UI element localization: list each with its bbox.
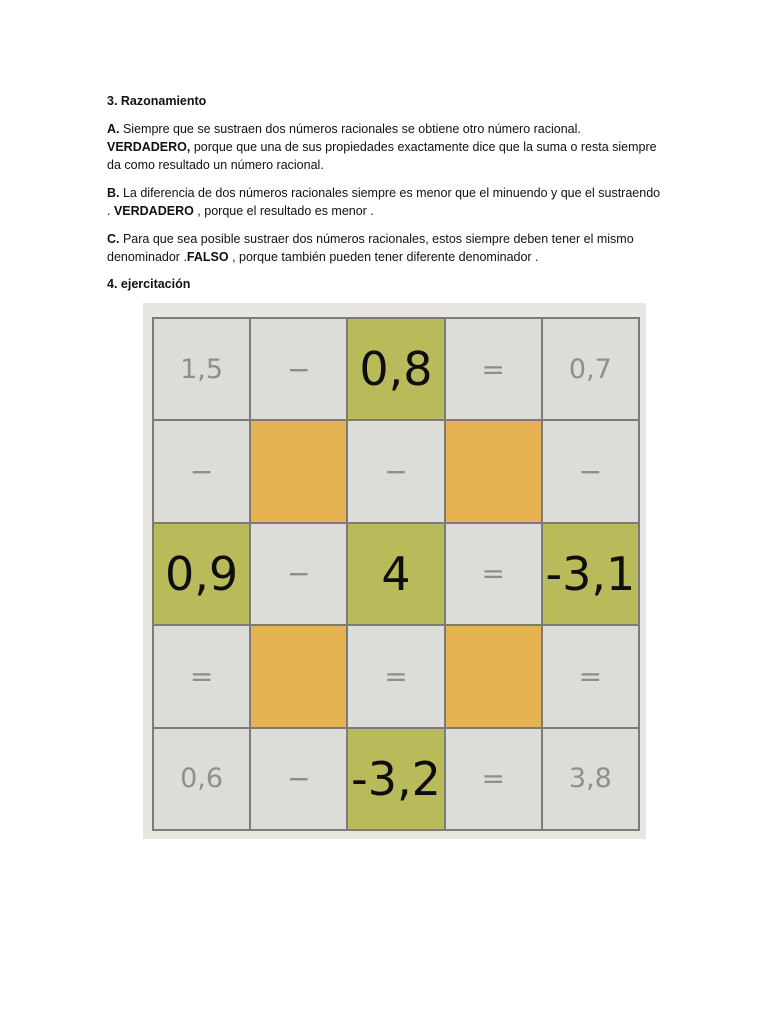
operator-cell: = [154, 626, 249, 726]
section-4-heading: 4. ejercitación [107, 277, 191, 291]
subtraction-puzzle-grid [152, 317, 640, 831]
statement-b-reason: , porque el resultado es menor . [193, 204, 374, 218]
blank-cell [446, 626, 541, 726]
blank-cell [251, 626, 346, 726]
operator-cell: = [446, 729, 541, 829]
document-page [107, 93, 667, 303]
blank-cell [446, 421, 541, 521]
statement-b-verdict: VERDADERO [113, 204, 194, 218]
subtraction-puzzle-photo [143, 303, 646, 839]
operator-cell: = [543, 626, 638, 726]
statement-b-text: La diferencia de dos números racionales siempre es menor que el minuendo y que el sustraendo . [107, 186, 661, 218]
statement-c [107, 230, 667, 266]
statement-b [107, 184, 667, 220]
blank-cell [251, 421, 346, 521]
given-number-cell: 0,6 [154, 729, 249, 829]
operator-cell: − [543, 421, 638, 521]
operator-cell: = [446, 319, 541, 419]
statement-a-reason: porque que una de sus propiedades exactamente dice que la suma o resta siempre da como resultado un número racional. [107, 140, 657, 172]
statement-c-text: Para que sea posible sustraer dos números racionales, estos siempre deben tener el mismo denominador . [107, 232, 634, 264]
operator-cell: − [348, 421, 443, 521]
given-number-cell: 3,8 [543, 729, 638, 829]
answer-cell: 0,9 [154, 524, 249, 624]
statement-c-label: C. [107, 232, 120, 246]
given-number-cell: 0,7 [543, 319, 638, 419]
statement-b-label: B. [107, 186, 120, 200]
operator-cell: − [251, 319, 346, 419]
operator-cell: = [348, 626, 443, 726]
operator-cell: = [446, 524, 541, 624]
statement-c-verdict: FALSO [186, 250, 229, 264]
statement-a [107, 120, 667, 174]
answer-cell: 4 [348, 524, 443, 624]
operator-cell: − [154, 421, 249, 521]
statement-a-text: Siempre que se sustraen dos números racionales se obtiene otro número racional. [119, 122, 581, 136]
given-number-cell: 1,5 [154, 319, 249, 419]
statement-c-reason: , porque también pueden tener diferente denominador . [228, 250, 539, 264]
statement-a-verdict: VERDADERO, [107, 140, 191, 154]
statement-a-label: A. [107, 122, 120, 136]
operator-cell: − [251, 524, 346, 624]
answer-cell: -3,1 [543, 524, 638, 624]
answer-cell: -3,2 [348, 729, 443, 829]
operator-cell: − [251, 729, 346, 829]
section-3-heading: 3. Razonamiento [107, 94, 207, 108]
answer-cell: 0,8 [348, 319, 443, 419]
